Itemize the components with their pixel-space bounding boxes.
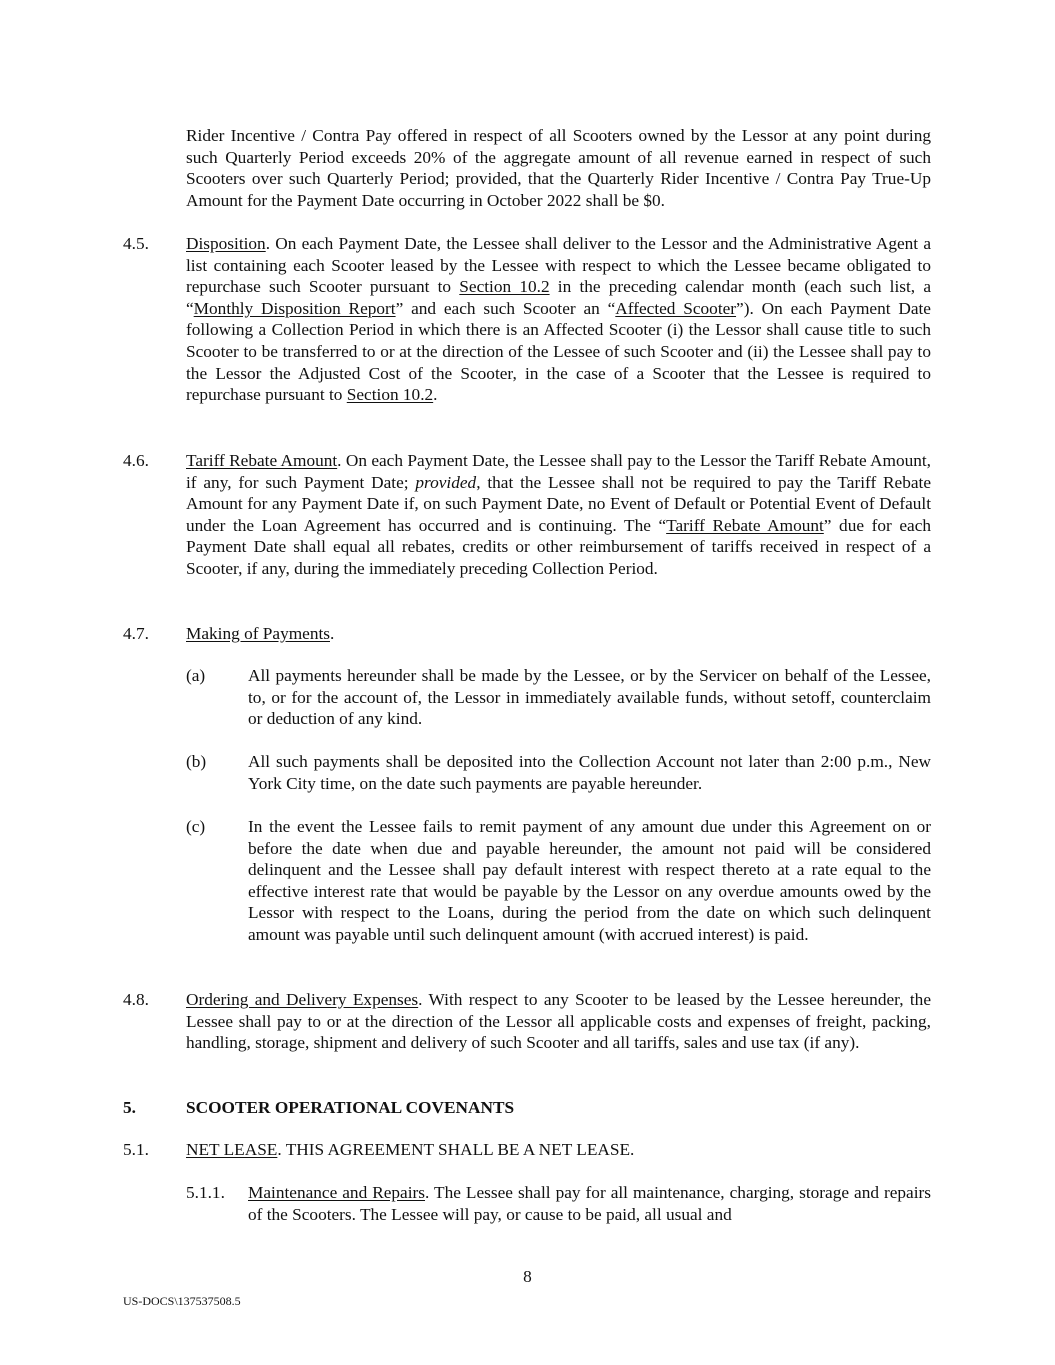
item-label: (c) [186,817,206,836]
section-title: NET LEASE [186,1140,278,1159]
section-title: Ordering and Delivery Expenses [186,990,419,1009]
section-number: 4.5. [123,234,149,253]
section-number: 5.1. [123,1140,149,1159]
section-title: Tariff Rebate Amount [186,451,338,470]
document-id-footer: US-DOCS\137537508.5 [123,1294,241,1308]
section-5-heading: SCOOTER OPERATIONAL COVENANTS [186,1098,515,1117]
item-text: All payments hereunder shall be made by the Lessee, or by the Servicer on behalf of the Lessee, to, or for the account of, the Lessor in immediately available funds, without setoff, counterclaim or deduction of any kind. [248,666,931,729]
text: ”). On each Payment Date following a Collection Period in which there is an Affected Scooter (i) the Lessor shall cause title to such Scooter to be transferred to or at the direction of the Lessee of such Scooter and (ii) the Lessee shall pay to the Lessor the Adjusted Cost of the Scooter, in the case of a Scooter that the Lessee is required to repurchase pursuant to [186,298,931,405]
section-4-6-tariff-rebate [186,450,931,580]
section-number: 4.8. [123,990,149,1009]
section-number: 5.1.1. [186,1183,225,1202]
section-number: 5. [123,1098,136,1117]
section-title: Making of Payments [186,624,330,643]
text: . [330,624,335,643]
cross-reference: Section 10.2 [346,385,434,405]
paragraph-continuation: Rider Incentive / Contra Pay offered in respect of all Scooters owned by the Lessor at any point during such Quarterly Period exceeds 20% of the aggregate amount of all revenue earned in respect of such Scooters over such Quarterly Period; provided, that the Quarterly Rider Incentive / Contra Pay True-Up Amount for the Payment Date occurring in October 2022 shall be $0. [186,126,931,210]
defined-term: Monthly Disposition Report [193,298,396,318]
section-4-8-expenses [186,989,931,1054]
section-5-1-1-maintenance [248,1182,931,1225]
page-number: 8 [523,1267,532,1286]
section-5-1-net-lease [186,1139,931,1161]
section-4-7-title [186,623,931,645]
text: ” due for each Payment Date shall equal all rebates, credits or other reimbursement of tariffs received in respect of a Scooter, if any, during the immediately preceding Collection Period. [186,515,932,578]
text: , that the Lessee shall not be required to pay the Tariff Rebate Amount for any Payment Date if, on such Payment Date, no Event of Default or Potential Event of Default under the Loan Agreement has occurred and is continuing. The “ [186,472,931,535]
text: in the preceding calendar month (each such list, a “ [186,277,932,318]
section-title: Disposition [186,234,266,253]
section-title: Maintenance and Repairs [248,1183,426,1202]
text: . With respect to any Scooter to be leased by the Lessee hereunder, the Lessee shall pay to or at the direction of the Lessor all applicable costs and expenses of freight, packing, handling, storage, shipment and delivery of such Scooter and all tariffs, sales and use tax (if any). [186,990,931,1053]
text: . On each Payment Date, the Lessee shall deliver to the Lessor and the Administrative Agent a list containing each Scooter leased by the Lessee with respect to which the Lessee became obligated to repurchase such Scooter pursuant to [186,234,931,297]
section-number: 4.7. [123,624,149,643]
cross-reference: Section 10.2 [459,277,550,297]
text: . The Lessee shall pay for all maintenance, charging, storage and repairs of the Scooters. The Lessee will pay, or cause to be paid, all usual and [248,1183,932,1224]
defined-term: Tariff Rebate Amount [666,515,824,535]
italic-term: provided [415,472,477,492]
text: . THIS AGREEMENT SHALL BE A NET LEASE. [277,1140,635,1159]
item-label: (a) [186,666,206,685]
item-text: All such payments shall be deposited into the Collection Account not later than 2:00 p.m., New York City time, on the date such payments are payable hereunder. [248,752,931,793]
text: . On each Payment Date, the Lessee shall pay to the Lessor the Tariff Rebate Amount, if any, for such Payment Date; [186,451,931,492]
text: . [433,385,438,405]
section-4-5-disposition [186,233,931,406]
item-label: (b) [186,752,207,771]
item-text: In the event the Lessee fails to remit payment of any amount due under this Agreement on or before the date when due and payable hereunder, the amount not paid will be considered delinquent and the Lessee shall pay default interest with respect thereto at a rate equal to the effective interest rate that would be payable by the Lessor on any overdue amounts owed by the Lessor with respect to the Loans, during the period from the date on which such delinquent amount was payable until such delinquent amount (with accrued interest) is paid. [248,817,931,944]
text: ” and each such Scooter an “ [395,298,616,318]
defined-term: Affected Scooter [615,298,737,318]
section-number: 4.6. [123,451,149,470]
